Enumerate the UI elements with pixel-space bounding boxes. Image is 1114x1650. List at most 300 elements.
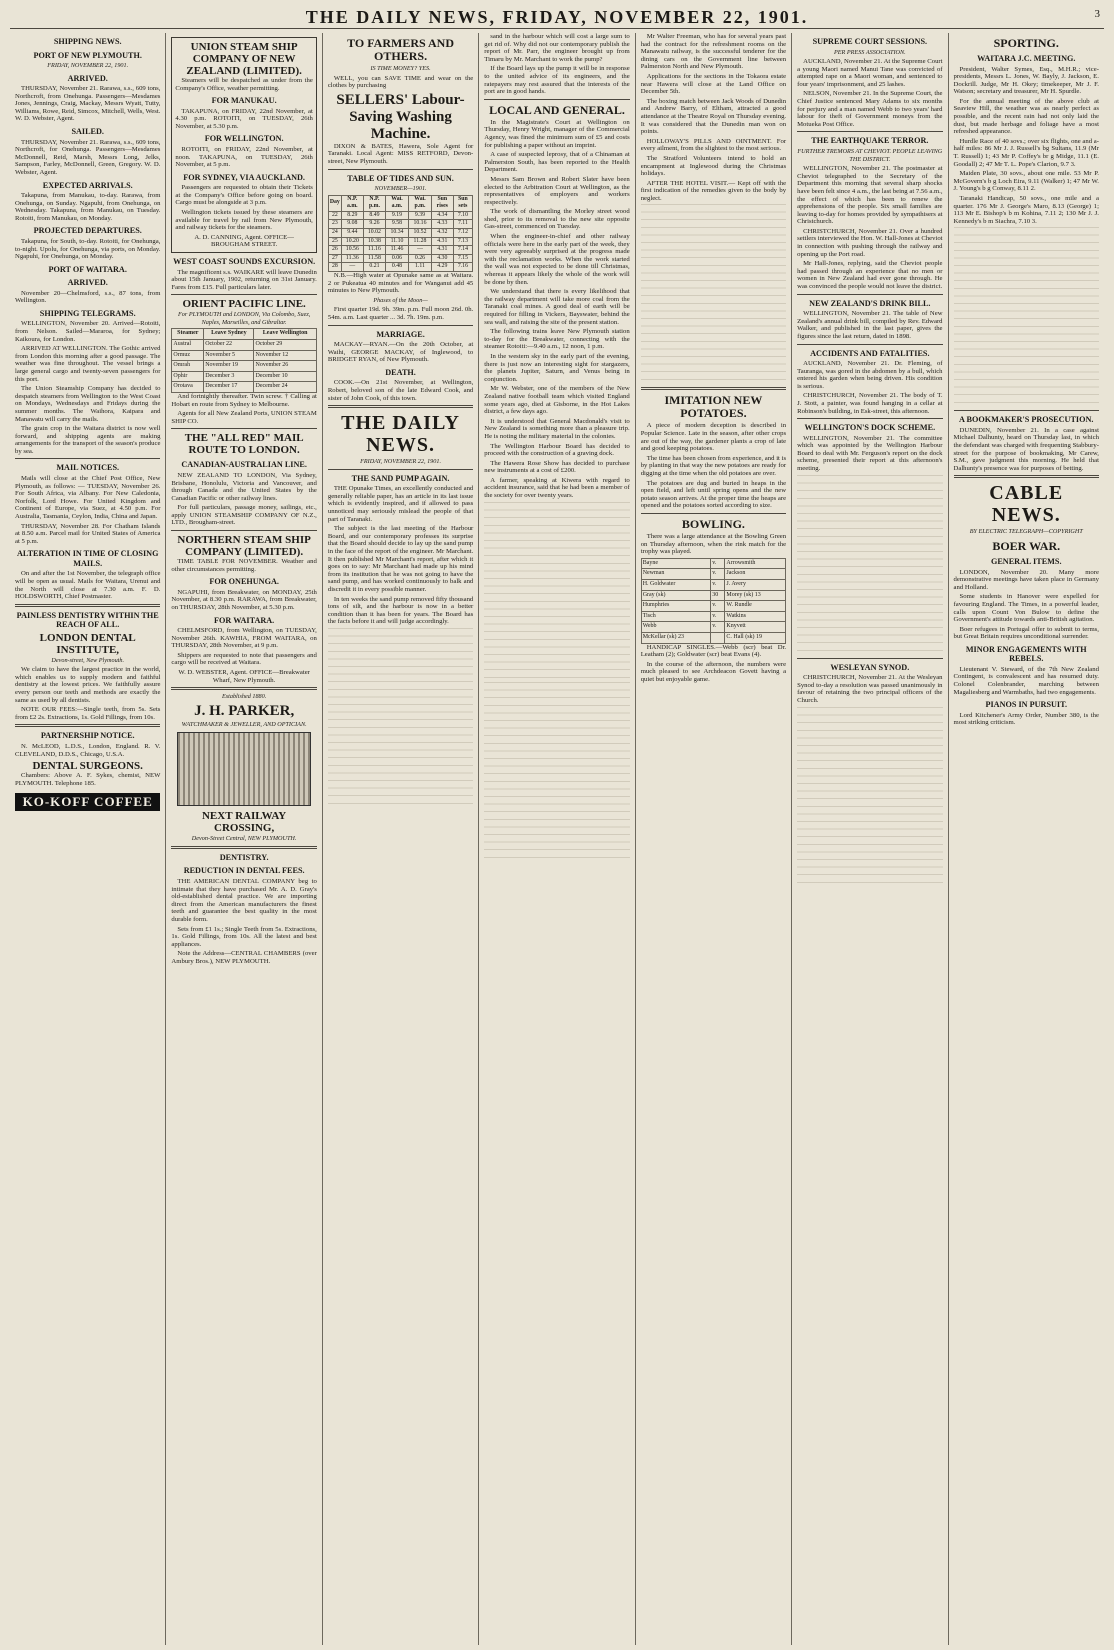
table-cell: 11.46 xyxy=(386,246,409,255)
table-cell: 9.19 xyxy=(386,211,409,220)
table-cell: 10.38 xyxy=(363,237,385,246)
paragraph: First quarter 19d. 9h. 39m. p.m. Full moon 26d. 0h. 54m. a.m. Last quarter ... 3d. 7h. 19m. p.m. xyxy=(327,306,474,321)
paragraph: THE Opunake Times, an excellently conducted and generally reliable paper, has an article in its last issue which is evidently inspired, and if allowed to pass unnoticed may seriously mislead the people of that part of Taranaki. xyxy=(327,485,474,523)
table-cell: 25 xyxy=(328,237,341,246)
paragraph: Takapuna, for South, to-day. Rotoiti, for Onehunga, to-night. Upolu, for Onehunga, via ports, on Monday. Ngapuhi, for Onehunga, on Monday. xyxy=(15,237,161,261)
table-cell: 9.44 xyxy=(341,229,363,238)
paragraph: President, Walter Symes, Esq., M.H.R.; vice-presidents, Messrs L. Jones, W. Bayly, J. Jackson, E. Dockrill. Judge, Mr H. Okey; timekeeper, Mr J. F. Watson; secretary and treasurer, Mr H. Spurdle. xyxy=(953,65,1099,96)
table-row xyxy=(641,558,785,569)
table-cell: 7.10 xyxy=(453,211,473,220)
paragraph: Sets from £1 1s.; Single Teeth from 5s. Extractions, 1s. Gold Fillings, from 10s. All the latest and best appliances. xyxy=(171,925,317,948)
ad-title: SELLERS' Labour-Saving Washing Machine. xyxy=(336,91,465,142)
table-cell: Omrah xyxy=(172,361,204,372)
divider xyxy=(171,530,316,531)
table-row xyxy=(172,382,316,393)
table-cell: 24 xyxy=(328,229,341,238)
ad-title: J. H. PARKER, xyxy=(194,702,295,719)
table-cell: 10.56 xyxy=(341,246,363,255)
heading: SPORTING. xyxy=(993,36,1059,50)
sailing-table xyxy=(171,328,316,393)
paragraph: N.B.—High water at Opunake same as at Waitara. 2 or Pukeatua 40 minutes and for Wanganui add 45 minutes to New Plymouth. xyxy=(327,272,474,295)
table-cell xyxy=(711,632,725,643)
heading: DEATH. xyxy=(385,367,416,377)
subheading: BY ELECTRIC TELEGRAPH—COPYRIGHT xyxy=(969,528,1083,536)
ad-title: NORTHERN STEAM SHIP COMPANY (LIMITED). xyxy=(177,534,311,559)
divider xyxy=(484,99,629,100)
heading: FOR WELLINGTON. xyxy=(204,134,284,144)
paragraph: NOTE OUR FEES:—Single teeth, from 5s. Sets from £2 2s. Extractions, 1s. Gold Fillings, from 10s. xyxy=(15,706,161,721)
table-cell: 0.48 xyxy=(386,263,409,272)
heading: EXPECTED ARRIVALS. xyxy=(42,180,133,190)
table-cell: Humphries xyxy=(641,601,711,612)
heading: DENTISTRY. xyxy=(219,852,269,862)
table-row xyxy=(328,254,472,263)
table-row xyxy=(641,579,785,590)
heading: FOR ONEHUNGA. xyxy=(209,577,279,587)
paragraph: It is understood that General Macdonald's visit to New Zealand is something more than a pleasure trip. He is noting the military material in the colonies. xyxy=(484,417,630,440)
ad-title: NEXT RAILWAY CROSSING, xyxy=(201,810,287,835)
table-cell: 10.52 xyxy=(408,229,431,238)
divider xyxy=(171,846,316,849)
dateline: FRIDAY, NOVEMBER 22, 1901. xyxy=(360,458,441,466)
paragraph: The boxing match between Jack Woods of Dunedin and Andrew Barry, of Eltham, attracted a good attendance at the Theatre Royal on Thursday evening. It was considered that the Dunedin man won on points. xyxy=(640,97,787,136)
heading: SHIPPING TELEGRAMS. xyxy=(39,308,136,318)
paragraph: Chambers: Above A. F. Sykes, chemist, NEW PLYMOUTH. Telephone 185. xyxy=(15,772,161,787)
paragraph: Lord Kitchener's Army Order, Number 380, is the most striking criticism. xyxy=(953,711,1099,727)
table-cell: J. Avery xyxy=(725,579,786,590)
ad-title: ORIENT PACIFIC LINE. xyxy=(182,298,306,311)
paragraph: Applications for the sections in the Tokaora estate near Hawera will close at the Land Office on December 5th. xyxy=(640,72,787,96)
heading: FOR WAITARA. xyxy=(214,615,275,625)
table-cell: 4.32 xyxy=(432,229,454,238)
table-row xyxy=(172,350,316,361)
table-cell: 4.31 xyxy=(432,237,454,246)
ad-subtitle: Devon-Street Central, NEW PLYMOUTH. xyxy=(191,835,297,843)
paragraph: HANDICAP SINGLES.—Webb (scr) beat Dr. Leatham (2); Goldwater (scr) beat Evans (4). xyxy=(640,643,787,659)
tide-month: NOVEMBER—1901. xyxy=(374,185,427,193)
paragraph: A farmer, speaking at Kiwera with regard to accident insurance, said that he had been a member of the society for over twenty years. xyxy=(484,476,630,500)
table-cell: 4.34 xyxy=(432,211,454,220)
ad-title: UNION STEAM SHIP COMPANY OF NEW ZEALAND (LIMITED). xyxy=(186,41,302,77)
heading: Phases of the Moon— xyxy=(373,296,428,304)
paragraph: For the annual meeting of the above club at Seaview Hill, the weather was as nearly perfect as possible, and the recent rain had not only laid the dust, but made herbage and foliage have a most refreshed appearance. xyxy=(953,97,1099,136)
divider xyxy=(797,344,942,345)
paragraph: TAKAPUNA, on FRIDAY, 22nd November, at 4.30 p.m. ROTOITI, on TUESDAY, 26th November, at 5.30 p.m. xyxy=(175,107,313,130)
paragraph: The potatoes are dug and buried in heaps in the open field, and left until spring opens and the new potato season arrives. At the proper time the heaps are opened and the potatoes sorted according to size. xyxy=(640,479,787,510)
page-number: 3 xyxy=(1094,8,1100,20)
column-3 xyxy=(323,33,479,1645)
divider xyxy=(641,387,786,390)
heading: FOR SYDNEY, VIA AUCKLAND. xyxy=(183,172,305,182)
divider xyxy=(328,169,473,170)
paragraph: AUCKLAND, November 21. At the Supreme Court a young Maori named Manui Tane was convicted of attempted rape on a Maori woman, and sentenced to four years' imprisonment, and 25 lashes. xyxy=(797,58,943,88)
heading: LOCAL AND GENERAL. xyxy=(489,102,625,117)
paragraph: In the course of the afternoon, the numbers were much pleased to see Archdeacon Govett having a quiet but enjoyable game. xyxy=(640,660,787,683)
heading: BOWLING. xyxy=(681,517,745,531)
table-cell: v. xyxy=(711,558,725,569)
table-cell: — xyxy=(341,263,363,272)
ad-box xyxy=(171,37,316,253)
coffee-advert: KO-KOFF COFFEE xyxy=(15,793,160,811)
paragraph: There was a large attendance at the Bowling Green on Thursday afternoon, when the rink match for the trophy was played. xyxy=(640,533,787,556)
table-cell: 28 xyxy=(328,263,341,272)
heading: THE SAND PUMP AGAIN. xyxy=(351,473,450,483)
text-continuation xyxy=(797,475,942,655)
paragraph: Shippers are requested to note that passengers and cargo will be received at Waitara. xyxy=(171,651,317,667)
paragraph: AFTER THE HOTEL VISIT.— Kept off with the first indication of the remedies given to the body by neglect. xyxy=(640,179,787,202)
table-cell: 11.58 xyxy=(363,254,385,263)
paragraph: WELLINGTON, November 21. The table of New Zealand's annual drink bill, compiled by Rev. Edward Walker, and published in the last paper, gives the figures since the last return, dated in 1898. xyxy=(797,310,943,340)
table-header: Sun rises xyxy=(432,195,454,211)
paragraph: WELLINGTON, November 21. The postmaster at Cheviot telegraphed to the Secretary of the Department this morning that several sharp shocks have been felt since 4 a.m., the last being at 7.56 a.m., the effect of which has been to renew the apprehensions of the people. Six small families are leaving to-day for homes provided by sympathisers at Christchurch. xyxy=(797,165,943,226)
columns xyxy=(10,33,1104,1645)
paragraph: Mr Hall-Jones, replying, said the Cheviot people had passed through an experience that no men or women in New Zealand had ever gone through. He was convinced the people would not leave the district. xyxy=(797,260,943,291)
table-row xyxy=(641,569,785,580)
table-cell: Morey (sk) 13 xyxy=(725,590,786,601)
table-cell: 9.39 xyxy=(408,211,431,220)
paragraph: Mr Walter Freeman, who has for several years past had the contract for the refreshment rooms on the Manawatu railway, is the successful tenderer for the dining cars on the Government line between Palmerston North and New Plymouth. xyxy=(640,33,787,71)
divider xyxy=(328,325,473,326)
table-cell: Knyvett xyxy=(725,622,786,633)
table-cell: 7.16 xyxy=(453,263,473,272)
text-continuation xyxy=(797,707,942,887)
paragraph: COOK.—On 21st November, at Wellington, Robert, beloved son of the late Edward Cook, and sister of John Cook, of this town. xyxy=(327,379,474,402)
paragraph: The Stratford Volunteers intend to hold an encampment at Inglewood during the Christmas holidays. xyxy=(640,154,787,178)
heading: PROJECTED DEPARTURES. xyxy=(33,226,142,236)
table-header: Leave Wellington xyxy=(254,329,316,340)
table-cell: 30 xyxy=(711,590,725,601)
column-2 xyxy=(166,33,322,1645)
table-cell: Ophir xyxy=(172,371,204,382)
table-cell: 1.11 xyxy=(408,263,431,272)
table-cell: 0.06 xyxy=(386,254,409,263)
paragraph: NELSON, November 21. In the Supreme Court, the Chief Justice sentenced Mary Adams to six months for perjury and a man named Webb to two years' hard labour for theft of Government moneys from the Motueka Post Office. xyxy=(797,90,943,128)
heading: TABLE OF TIDES AND SUN. xyxy=(347,173,454,183)
paragraph: We understand that there is every likelihood that the railway department will take more coal from the Taranaki coal mines. A good deal of earth will be required for filling in Vickers, Bayswater, behind the sea wall, and raising the site of the present station. xyxy=(484,288,630,326)
agent-line: W. D. WEBSTER, Agent. OFFICE—Breakwater Wharf, New Plymouth. xyxy=(178,669,310,684)
ad-title: DENTAL SURGEONS. xyxy=(32,760,143,773)
heading: MAIL NOTICES. xyxy=(56,463,120,473)
paragraph: sand in the harbour which will cost a large sum to get rid of. Why did not our contemporary publish the report of Mr. Parr, the engineer brought up from Timaru by Mr. Marchant to work the pump? xyxy=(484,33,630,63)
ad-title: LONDON DENTAL INSTITUTE, xyxy=(39,631,136,656)
table-row xyxy=(641,632,785,643)
text-continuation xyxy=(641,204,786,384)
bowling-results xyxy=(641,558,786,644)
paragraph: WELL, you can SAVE TIME and wear on the clothes by purchasing xyxy=(327,74,474,90)
paragraph: We claim to have the largest practice in the world, which enables us to supply modern and faithful dentistry at the lowest prices. We faithfully assure every person our teeth and methods are exactly the same as used by all dentists. xyxy=(15,666,161,704)
table-cell: 11.28 xyxy=(408,237,431,246)
paragraph: In the western sky in the early part of the evening, there is just now an interesting sight for stargazers, the planets Jupiter, Saturn, and Venus being in conjunction. xyxy=(484,352,630,383)
paragraph: WELLINGTON, November 21. The committee which was appointed by the Wellington Harbour Board to deal with Mr. Ferguson's report on the dock scheme, presented their report at this afternoon's meeting. xyxy=(797,434,943,473)
paragraph: Takapuna, from Manukau, to-day. Rarawa, from Onehunga, on Sunday. Ngapuhi, from Onehunga, on Wednesday. Takapuna, from Manukau, on Tuesday. Rotoiti, from Manukau, on Monday. xyxy=(15,192,161,222)
table-row xyxy=(328,211,472,220)
table-cell: 27 xyxy=(328,254,341,263)
paragraph: Hurdle Race of 40 sovs.; over six flights, one and a-half miles: 86 Mr J. J. Russell's bg Sultans, 11.9 (Mr T. Russell) 1; 43 Mr P. Coffey's br g Midge, 11.1 (E. Goodall) 2; 47 Mr T. L. Pope's Clarion, 9.7 3. xyxy=(953,137,1099,168)
paragraph: In ten weeks the sand pump removed fifty thousand tons of silt, and the harbour is now in a better condition than it has been for years. The Board has the facts before it and will judge accordingly. xyxy=(327,595,474,626)
table-cell: Orotava xyxy=(172,382,204,393)
paragraph: For full particulars, passage money, sailings, etc., apply UNION STEAMSHIP COMPANY OF N.Z., LTD., Brougham-street. xyxy=(171,504,317,527)
text-continuation xyxy=(954,227,1099,407)
table-row xyxy=(328,246,472,255)
paragraph: When the engineer-in-chief and other railway officials were here in the early part of the week, they were very agreeably surprised at the progress made with the reclamation works. When the work started the wall was not expected to be done till Christmas, whereas it appears likely the whole of the work will be done by then. xyxy=(484,233,630,286)
masthead xyxy=(10,6,1104,29)
paragraph: A case of suspected leprosy, that of a Chinaman at Palmerston South, has been reported to the Health Department. xyxy=(484,151,630,174)
heading: PIANOS IN PURSUIT. xyxy=(985,700,1067,710)
heading: WELLINGTON'S DOCK SCHEME. xyxy=(804,423,936,433)
table-header: N.P. p.m. xyxy=(363,195,385,211)
divider xyxy=(171,294,316,295)
table-header: Day xyxy=(328,195,341,211)
heading: WESLEYAN SYNOD. xyxy=(830,662,910,672)
heading: ACCIDENTS AND FATALITIES. xyxy=(810,348,930,358)
heading: THE EARTHQUAKE TERROR. xyxy=(811,136,929,146)
table-cell: December 10 xyxy=(254,371,316,382)
bowling-results-body xyxy=(641,558,785,643)
text-continuation xyxy=(484,502,629,682)
column-7 xyxy=(949,33,1104,1645)
table-row xyxy=(641,601,785,612)
paragraph: Maiden Plate, 30 sovs., about one mile. 53 Mr P. McGovern's b g Loch Eira, 9.11 (Walker) 1; 47 Mr W. J. Young's b g Conway, 8.11 2. xyxy=(953,170,1099,193)
table-cell: November 12 xyxy=(254,350,316,361)
paragraph: N. McLEOD, L.D.S., London, England. R. V. CLEVELAND, D.D.S., Chicago, U.S.A. xyxy=(15,742,161,758)
divider xyxy=(954,475,1099,478)
divider xyxy=(797,418,942,419)
table-cell: Watkins xyxy=(725,611,786,622)
established-line: Established 1880. xyxy=(221,693,267,701)
heading: MARRIAGE. xyxy=(376,329,425,339)
divider xyxy=(171,687,316,690)
paragraph: CHRISTCHURCH, November 21. At the Wesleyan Synod to-day a resolution was passed unanimously in favour of retaining the two principal officers of the Church. xyxy=(797,674,943,704)
divider xyxy=(328,469,473,470)
ad-subtitle: IS TIME MONEY? YES. xyxy=(370,65,431,72)
table-cell: C. Hall (sk) 19 xyxy=(725,632,786,643)
table-cell: 0.21 xyxy=(363,263,385,272)
table-cell: November 19 xyxy=(204,361,254,372)
heading: PAINLESS DENTISTRY WITHIN THE REACH OF ALL. xyxy=(16,610,159,630)
paragraph: TIME TABLE FOR NOVEMBER. Weather and other circumstances permitting. xyxy=(171,558,317,573)
paragraph: DIXON & BATES, Hawera, Sole Agent for Taranaki. Local Agent: MISS RETFORD, Devon-street, New Plymouth. xyxy=(327,142,474,165)
paragraph: DUNEDIN, November 21. In a case against Michael Dalhunty, heard on Thursday last, in which the defendant was charged with frequenting Stabbury-street for the purpose of bookmaking, Mr Carew, S.M., gave judgment this morning. He held that Dalhunty's presence was for purposes of betting. xyxy=(953,426,1099,472)
paragraph: Taranaki Handicap, 50 sovs., one mile and a quarter. 176 Mr J. George's Maro, 8.13 (George) 1; 113 Mr E. Bishop's b m Kohina, 7.11 2; 130 Mr J. J. Kennedy's b m Siachra, 7.10 3. xyxy=(953,195,1099,225)
table-cell: December 3 xyxy=(204,371,254,382)
table-cell: 22 xyxy=(328,211,341,220)
heading: CABLE NEWS. xyxy=(989,482,1064,527)
table-cell: 4.29 xyxy=(432,263,454,272)
heading: WEST COAST SOUNDS EXCURSION. xyxy=(173,257,316,266)
divider xyxy=(15,458,160,459)
heading: GENERAL ITEMS. xyxy=(990,557,1062,567)
table-cell: Arrowsmith xyxy=(725,558,786,569)
table-cell: 8.49 xyxy=(363,211,385,220)
paragraph: November 20—Chelmsford, s.s., 87 tons, from Wellington. xyxy=(15,289,161,305)
paragraph: The time has been chosen from experience, and it is by planting in that way the new potatoes are ready for digging at the time when the old potatoes are over. xyxy=(640,454,787,478)
heading: SAILED. xyxy=(71,127,104,137)
column-1 xyxy=(10,33,166,1645)
ad-title: TO FARMERS AND OTHERS. xyxy=(347,36,454,63)
table-cell: Jackson xyxy=(725,569,786,580)
table-row xyxy=(328,220,472,229)
table-cell: 7.11 xyxy=(453,220,473,229)
paragraph: ARRIVED AT WELLINGTON. The Gothic arrived from London this morning after a good passage. The weather was fine throughout. The vessel brings a large general cargo and twenty-seven passengers for this port. xyxy=(15,345,161,383)
table-cell: 26 xyxy=(328,246,341,255)
divider xyxy=(797,131,942,132)
table-row xyxy=(172,361,316,372)
ad-subtitle: WATCHMAKER & JEWELLER, AND OPTICIAN. xyxy=(181,720,307,728)
table-cell: 0.26 xyxy=(408,254,431,263)
table-header: N.P. a.m. xyxy=(341,195,363,211)
table-row xyxy=(328,229,472,238)
table-row xyxy=(641,622,785,633)
column-6 xyxy=(792,33,948,1645)
agent-line: A. D. CANNING, Agent. OFFICE—BROUGHAM STREET. xyxy=(194,233,294,249)
table-header: Wai. p.m. xyxy=(408,195,431,211)
table-cell: 4.33 xyxy=(432,220,454,229)
table-cell: 11.10 xyxy=(386,237,409,246)
paragraph: If the Board lays up the pump it will be in response to the united advice of its engineers, and the ratepayers may rest assured that the interests of the port are in good hands. xyxy=(484,65,630,96)
paragraph: The following trains leave New Plymouth station to-day for the Breakwater, connecting with the steamer Rotoiti:—9.40 a.m., 12 noon, 1 p.m. xyxy=(484,328,630,351)
dateline: FRIDAY, NOVEMBER 22, 1901. xyxy=(47,62,129,69)
paragraph: THURSDAY, November 21. Rarawa, s.s., 609 tons, Northcroft, for Onehunga. Passengers—Mesdames McDonnell, Reid, Marsh, Messrs Long, Jelks, Sampson, Farley, McDonnell, Green, Gregory. W. D. Webster, Agent. xyxy=(15,138,161,176)
tide-table-body xyxy=(328,211,472,271)
ad-subtitle: For PLYMOUTH and LONDON, Via Colombo, Suez, Naples, Marseilles, and Gibraltar. xyxy=(177,311,311,326)
table-row xyxy=(641,611,785,622)
paragraph: LONDON, November 20. Many more demonstrative meetings have taken place in Germany and Holland. xyxy=(953,568,1099,591)
table-row xyxy=(641,590,785,601)
table-cell: v. xyxy=(711,622,725,633)
table-cell: December 17 xyxy=(204,382,254,393)
paragraph: The Hawera Rose Show has decided to purchase new instruments at a cost of £200. xyxy=(484,459,630,475)
paragraph: Mr W. Webster, one of the members of the New Zealand native football team which visited England some years ago, died at Gisborne, in the Hot Lakes district, a few days ago. xyxy=(484,385,630,416)
heading: FOR MANUKAU. xyxy=(211,96,277,106)
heading: ARRIVED. xyxy=(67,278,108,288)
table-cell: 11.36 xyxy=(341,254,363,263)
paragraph: And fortnightly thereafter. Twin screw. † Calling at Hobart en route from Sydney to Melbourne. xyxy=(171,393,317,408)
paragraph: The work of dismantling the Morley street wood shed, prior to its removal to the new site opposite Gas-street, commenced on Tuesday. xyxy=(484,208,630,231)
paragraph: Messrs Sam Brown and Robert Slater have been elected to the Arbitration Court at Wellington, as the representatives of employers and workers respectively. xyxy=(484,175,630,206)
table-cell: Webb xyxy=(641,622,711,633)
table-cell: Newman xyxy=(641,569,711,580)
table-header: Sun sets xyxy=(453,195,473,211)
paragraph: The grain crop in the Waitara district is now well forward, and shipping agents are making arrangements for the transport of the season's produce by sea. xyxy=(15,425,161,455)
paragraph: HOLLOWAY'S PILLS AND OINTMENT. For every ailment, from the slightest to the most serious. xyxy=(640,137,787,153)
table-cell: 10.20 xyxy=(341,237,363,246)
heading: A BOOKMAKER'S PROSECUTION. xyxy=(959,415,1094,425)
heading: IMITATION NEW POTATOES. xyxy=(664,393,763,421)
table-cell: 23 xyxy=(328,220,341,229)
newspaper-nameplate: THE DAILY NEWS. xyxy=(341,412,460,457)
paragraph: THURSDAY, November 21. Rarawa, s.s., 609 tons, Northcroft, from Onehunga. Passengers—Mesdames Jones, Jennings, Craig, Mackay, Messrs Wyatt, Tutty, Williams, Rowe, Reid, Simcox, Mitchell, Wells, West. W. D. Webster, Agent. xyxy=(15,85,161,123)
paragraph: Some students in Hanover were expelled for favouring England. The Times, in a powerful leader, calls upon Count Von Bulow to define the Government's attitude towards anti-British agitation. xyxy=(953,593,1099,624)
tide-table xyxy=(328,195,473,272)
divider xyxy=(797,294,942,295)
table-cell: 10.02 xyxy=(363,229,385,238)
table-cell: Tisch xyxy=(641,611,711,622)
heading: ARRIVED. xyxy=(67,73,108,83)
heading: CANADIAN-AUSTRALIAN LINE. xyxy=(181,460,307,470)
table-cell: v. xyxy=(711,579,725,590)
table-cell: 10.34 xyxy=(386,229,409,238)
table-cell: McKellar (sk) 23 xyxy=(641,632,711,643)
table-header: Steamer xyxy=(172,329,204,340)
shopfront-engraving xyxy=(177,732,310,806)
table-cell: 9.26 xyxy=(363,220,385,229)
paragraph: Mails will close at the Chief Post Office, New Plymouth, as follows: — TUESDAY, November 26. For South Africa, via Albany. For New Caledonia, Norfolk, Lord Howe. For United Kingdom and Continent of Europe, via Suez, at 4.50 p.m. For Australia, Tasmania, Ceylon, India, China and Japan. xyxy=(15,474,161,520)
table-row xyxy=(172,371,316,382)
table-cell: Ormuz xyxy=(172,350,204,361)
table-cell: Austral xyxy=(172,340,204,351)
paragraph: Wellington tickets issued by these steamers are available for travel by rail from New Plymouth, and railway tickets for the steamers. xyxy=(175,209,313,232)
divider xyxy=(954,410,1099,411)
subheading: FURTHER TREMORS AT CHEVIOT. PEOPLE LEAVING THE DISTRICT. xyxy=(797,147,943,163)
text-continuation xyxy=(484,682,629,862)
paragraph: The subject is the last meeting of the Harbour Board, and our contemporary professes its surprise that the Board should decide to lay up the sand pump in the face of the report of the engineer. Mr Marchant. It then published Mr Marchant's report, after which it goes on to say: Mr Marchant had made up his mind from its institution that he was not going to have the sand pump, and has worked continuously to balk and discredit it in every possible manner. xyxy=(327,525,474,593)
paragraph: A piece of modern deception is described in Popular Science. Late in the season, after other crops are out of the way, the gardener plants a crop of late and good keeping potatoes. xyxy=(640,422,787,453)
masthead-title: THE DAILY NEWS, FRIDAY, NOVEMBER 22, 1901. xyxy=(305,6,809,27)
table-cell: October 22 xyxy=(204,340,254,351)
column-5 xyxy=(636,33,792,1645)
heading: WAITARA J.C. MEETING. xyxy=(977,54,1076,63)
divider xyxy=(328,405,473,408)
divider xyxy=(15,604,160,607)
table-cell: 11.16 xyxy=(363,246,385,255)
table-cell: December 24 xyxy=(254,382,316,393)
table-cell: 4.31 xyxy=(432,246,454,255)
paragraph: The Wellington Harbour Board has decided to proceed with the construction of a graving dock. xyxy=(484,442,630,458)
paragraph: Agents for all New Zealand Ports, UNION STEAM SHIP CO. xyxy=(171,410,317,425)
table-row xyxy=(328,237,472,246)
column-4 xyxy=(479,33,635,1645)
table-cell: 7.12 xyxy=(453,229,473,238)
paragraph: THURSDAY, November 28. For Chatham Islands at 8.50 a.m. Parcel mail for United States of America at 5 p.m. xyxy=(15,522,161,545)
heading: ALTERATION IN TIME OF CLOSING MAILS. xyxy=(16,549,159,568)
paragraph: CHRISTCHURCH, November 21. Over a hundred settlers interviewed the Hon. W. Hall-Jones at Cheviot in connection with pushing through the railway and opening up the Port road. xyxy=(797,227,943,258)
table-cell: 10.16 xyxy=(408,220,431,229)
paragraph: The magnificent s.s. WAIKARE will leave Dunedin about 15th January, 1902, returning on 31st January. Fares from £15. Full particulars later. xyxy=(171,268,317,291)
table-header: Wai. a.m. xyxy=(386,195,409,211)
table-cell: 4.30 xyxy=(432,254,454,263)
paragraph: CHELMSFORD, from Wellington, on TUESDAY, November 26th. KAWHIA, FROM WAITARA, on THURSDAY, 28th November, at 9 p.m. xyxy=(171,627,317,650)
divider xyxy=(797,658,942,659)
paragraph: Boer refugees in Portugal offer to submit to terms, but Great Britain requires unconditional surrender. xyxy=(953,625,1099,641)
heading: SHIPPING NEWS. xyxy=(53,37,122,46)
paragraph: MACKAY—RYAN.—On the 20th October, at Waihi, GEORGE MACKAY, of Inglewood, to BRIDGET RYAN, of New Plymouth. xyxy=(327,341,474,364)
heading: PARTNERSHIP NOTICE. xyxy=(40,731,135,741)
table-cell: W. Rundle xyxy=(725,601,786,612)
table-cell: November 26 xyxy=(254,361,316,372)
paragraph: ROTOITI, on FRIDAY, 22nd November, at noon. TAKAPUNA, on TUESDAY, 26th November, at 5 p.m. xyxy=(175,145,313,169)
table-cell: October 29 xyxy=(254,340,316,351)
heading: PORT OF NEW PLYMOUTH. xyxy=(33,50,142,60)
paragraph: On and after the 1st November, the telegraph office will be open as usual. Mails for Waitara, Urenui and the North will close at 7.30 a.m. F. D. HOLDSWORTH, Chief Postmaster. xyxy=(15,570,161,601)
divider xyxy=(15,724,160,727)
table-cell: — xyxy=(408,246,431,255)
table-row xyxy=(328,263,472,272)
ad-subtitle: Devon-street, New Plymouth. xyxy=(51,656,125,664)
table-cell: 7.14 xyxy=(453,246,473,255)
ad-title: THE "ALL RED" MAIL ROUTE TO LONDON. xyxy=(184,432,304,457)
paragraph: The Union Steamship Company has decided to despatch steamers from Wellington to the West Coast on Mondays, Wednesdays and Fridays during the summer months. The Waihora, Kaipara and Manawatu will carry the mails. xyxy=(15,385,161,423)
table-cell: 7.13 xyxy=(453,237,473,246)
table-cell: v. xyxy=(711,611,725,622)
paragraph: THE AMERICAN DENTAL COMPANY beg to intimate that they have purchased Mr. A. D. Gray's old-established dental practice. We are importing direct from the American manufacturers the finest teeth and guarantee the best quality in the most durable form. xyxy=(171,877,317,923)
paragraph: CHRISTCHURCH, November 21. The body of T. J. Stott, a painter, was found hanging in a cellar at Robinson's building, in Esk-street, this afternoon. xyxy=(797,392,943,415)
table-cell: Bayne xyxy=(641,558,711,569)
paragraph: WELLINGTON, November 20. Arrived—Rotoiti, from Nelson. Sailed—Mararoa, for Sydney; Kaikoura, for London. xyxy=(15,320,161,343)
table-header: Leave Sydney xyxy=(204,329,254,340)
divider xyxy=(171,428,316,429)
table-cell: 9.08 xyxy=(341,220,363,229)
heading: PORT OF WAITARA. xyxy=(48,264,127,274)
